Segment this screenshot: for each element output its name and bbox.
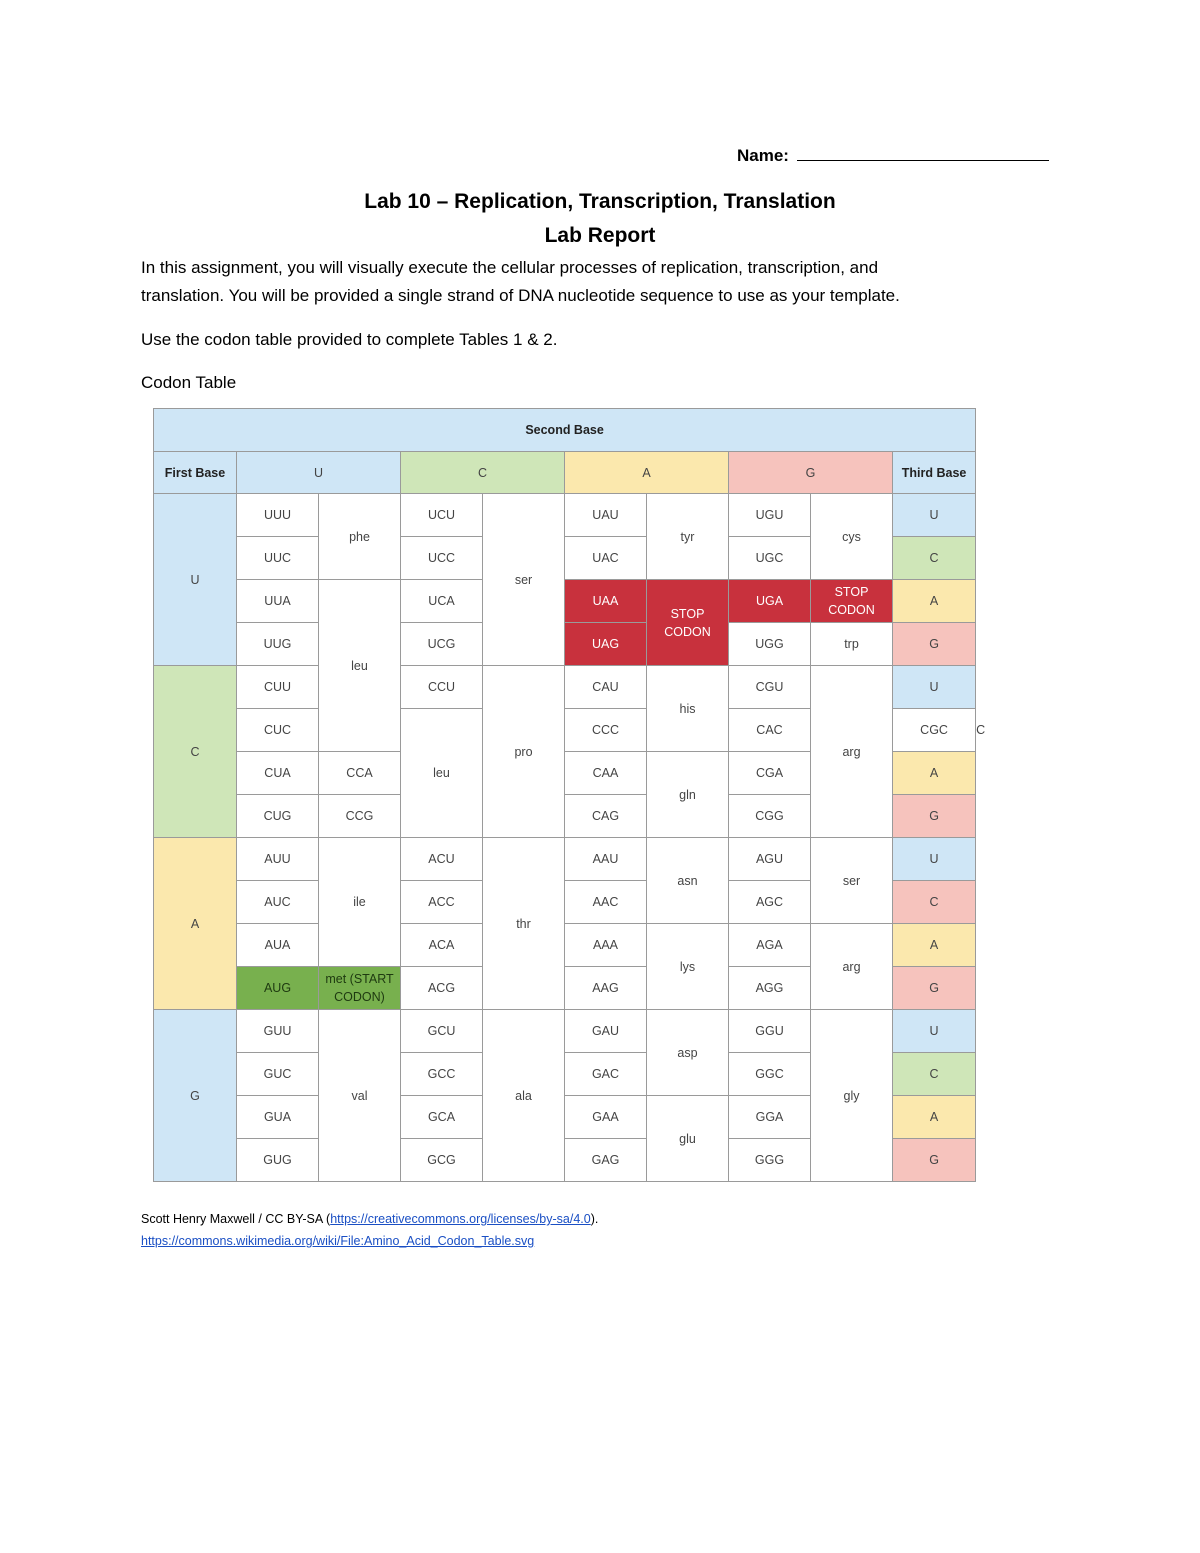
codon-cell: ACA <box>401 924 483 967</box>
page-subtitle: Lab Report <box>544 224 656 247</box>
codon-cell: UUC <box>237 537 319 580</box>
codon-cell: CCU <box>401 666 483 709</box>
first-base-g: G <box>154 1010 237 1182</box>
third-base-cell: C <box>893 537 976 580</box>
first-base-u: U <box>154 494 237 666</box>
codon-cell: CGU <box>729 666 811 709</box>
codon-cell: AGG <box>729 967 811 1010</box>
codon-cell: CGG <box>729 795 811 838</box>
codon-cell: GGU <box>729 1010 811 1053</box>
codon-cell: GGC <box>729 1053 811 1096</box>
codon-cell: UAU <box>565 494 647 537</box>
codon-cell: CCC <box>565 709 647 752</box>
codon-cell: GUU <box>237 1010 319 1053</box>
codon-cell: GAA <box>565 1096 647 1139</box>
third-base-cell: C <box>893 1053 976 1096</box>
amino-acid-cell: ile <box>319 838 401 967</box>
third-base-cell: U <box>893 666 976 709</box>
amino-acid-cell: arg <box>811 924 893 1010</box>
amino-acid-cell: asp <box>647 1010 729 1096</box>
third-base-cell: U <box>893 838 976 881</box>
amino-acid-cell: asn <box>647 838 729 924</box>
codon-cell: AUC <box>237 881 319 924</box>
codon-cell: CUG <box>237 795 319 838</box>
codon-cell: UAC <box>565 537 647 580</box>
codon-cell: CAU <box>565 666 647 709</box>
amino-acid-cell: ser <box>483 494 565 666</box>
first-base-a: A <box>154 838 237 1010</box>
codon-cell: AAC <box>565 881 647 924</box>
codon-cell: CAA <box>565 752 647 795</box>
amino-acid-cell: his <box>647 666 729 752</box>
column-header-c: C <box>401 452 565 494</box>
codon-cell: GUC <box>237 1053 319 1096</box>
amino-acid-cell: gln <box>647 752 729 838</box>
codon-cell: AAG <box>565 967 647 1010</box>
third-base-cell: G <box>893 795 976 838</box>
second-base-header: Second Base <box>154 409 976 452</box>
codon-cell: CAC <box>729 709 811 752</box>
license-link[interactable]: https://creativecommons.org/licenses/by-sa/4.0 <box>330 1212 591 1226</box>
stop-codon-label: STOP CODON <box>811 580 893 623</box>
codon-cell: CUA <box>237 752 319 795</box>
amino-acid-cell: ser <box>811 838 893 924</box>
codon-cell: UUA <box>237 580 319 623</box>
column-header-u: U <box>237 452 401 494</box>
codon-cell: GGA <box>729 1096 811 1139</box>
codon-cell: UGC <box>729 537 811 580</box>
codon-cell: AUA <box>237 924 319 967</box>
stop-codon-cell: UAA <box>565 580 647 623</box>
codon-cell: AGA <box>729 924 811 967</box>
codon-cell: UCG <box>401 623 483 666</box>
start-codon-label: met (START CODON) <box>319 967 401 1010</box>
name-blank-line[interactable] <box>797 144 1049 161</box>
codon-cell: AUU <box>237 838 319 881</box>
codon-cell: UCU <box>401 494 483 537</box>
codon-cell: AGU <box>729 838 811 881</box>
codon-cell: UCA <box>401 580 483 623</box>
intro-line-1: In this assignment, you will visually execute the cellular processes of replication, transcription, and <box>141 258 879 277</box>
codon-cell: CUC <box>237 709 319 752</box>
codon-cell: UGU <box>729 494 811 537</box>
codon-cell: AAA <box>565 924 647 967</box>
third-base-cell: U <box>893 494 976 537</box>
codon-cell: CAG <box>565 795 647 838</box>
codon-cell: GCU <box>401 1010 483 1053</box>
start-codon-cell: AUG <box>237 967 319 1010</box>
third-base-cell: A <box>893 580 976 623</box>
codon-cell: CGC <box>893 709 976 752</box>
amino-acid-cell: gly <box>811 1010 893 1182</box>
attribution-text: Scott Henry Maxwell / CC BY-SA ( <box>141 1212 331 1226</box>
first-base-header: First Base <box>154 452 237 494</box>
third-base-cell: G <box>893 623 976 666</box>
codon-cell: ACU <box>401 838 483 881</box>
codon-cell: GAG <box>565 1139 647 1182</box>
third-base-header: Third Base <box>893 452 976 494</box>
amino-acid-cell: arg <box>811 666 893 838</box>
codon-cell: UCC <box>401 537 483 580</box>
third-base-cell: A <box>893 1096 976 1139</box>
codon-cell: AAU <box>565 838 647 881</box>
codon-table: Second Base First Base U C A G Third Base U UUU phe UCU ser UAU tyr UGU cys U UUC UCC UAC UGC C UUA leu UCA UAA STOP CODON UGA STOP CODON A UUG UCG UAG UGG trp G C CUU CCU pro CAU his CGU arg U CUC leu CCC CAC CGC C CUA CCA CAA gln CGA A CUG CCG CAG CGG G A AUU ile ACU thr AAU asn AGU ser U AUC ACC AAC AGC C AUA ACA AAA lys AGA arg A AUG met (START CODON) ACG AAG AGG G G GUU val GCU ala GAU asp GGU gly U GUC GCC GAC GGC C GUA GCA GAA glu GGA A GUG GCG GAG GGG G <box>153 408 976 1182</box>
attribution-suffix: ). <box>590 1212 599 1226</box>
amino-acid-cell: glu <box>647 1096 729 1182</box>
third-base-cell: A <box>893 924 976 967</box>
page-title: Lab 10 – Replication, Transcription, Translation <box>364 190 836 213</box>
stop-codon-cell: UAG <box>565 623 647 666</box>
source-link[interactable]: https://commons.wikimedia.org/wiki/File:Amino_Acid_Codon_Table.svg <box>141 1234 535 1248</box>
third-base-cell: G <box>893 1139 976 1182</box>
codon-cell: CUU <box>237 666 319 709</box>
amino-acid-cell: lys <box>647 924 729 1010</box>
codon-cell: GUG <box>237 1139 319 1182</box>
instruction-text: Use the codon table provided to complete Tables 1 & 2. <box>141 330 558 349</box>
amino-acid-cell: cys <box>811 494 893 580</box>
name-label: Name: <box>737 146 789 165</box>
codon-cell: GCA <box>401 1096 483 1139</box>
attribution-line <box>141 1212 598 1226</box>
codon-cell: UGG <box>729 623 811 666</box>
stop-codon-cell: UGA <box>729 580 811 623</box>
amino-acid-cell: trp <box>811 623 893 666</box>
amino-acid-cell: val <box>319 1010 401 1182</box>
column-header-g: G <box>729 452 893 494</box>
codon-cell: GAU <box>565 1010 647 1053</box>
amino-acid-cell: leu <box>401 709 483 838</box>
codon-cell: UUU <box>237 494 319 537</box>
codon-cell: CGA <box>729 752 811 795</box>
third-base-cell: A <box>893 752 976 795</box>
amino-acid-cell: ala <box>483 1010 565 1182</box>
codon-cell: UUG <box>237 623 319 666</box>
stop-codon-label: STOP CODON <box>647 580 729 666</box>
codon-cell: GUA <box>237 1096 319 1139</box>
amino-acid-cell: thr <box>483 838 565 1010</box>
codon-cell: ACC <box>401 881 483 924</box>
codon-cell: GCG <box>401 1139 483 1182</box>
table-caption: Codon Table <box>141 373 237 392</box>
codon-cell: CCG <box>319 795 401 838</box>
codon-cell: GCC <box>401 1053 483 1096</box>
amino-acid-cell: phe <box>319 494 401 580</box>
codon-cell: ACG <box>401 967 483 1010</box>
third-base-cell: G <box>893 967 976 1010</box>
first-base-c: C <box>154 666 237 838</box>
third-base-cell: C <box>893 881 976 924</box>
amino-acid-cell: pro <box>483 666 565 838</box>
codon-cell: CCA <box>319 752 401 795</box>
third-base-cell: U <box>893 1010 976 1053</box>
amino-acid-cell: tyr <box>647 494 729 580</box>
name-field <box>737 144 1049 166</box>
intro-line-2: translation. You will be provided a single strand of DNA nucleotide sequence to use as your template. <box>141 286 900 305</box>
codon-cell: AGC <box>729 881 811 924</box>
source-line <box>141 1234 534 1248</box>
codon-cell: GAC <box>565 1053 647 1096</box>
amino-acid-cell: leu <box>319 580 401 752</box>
codon-cell: GGG <box>729 1139 811 1182</box>
column-header-a: A <box>565 452 729 494</box>
